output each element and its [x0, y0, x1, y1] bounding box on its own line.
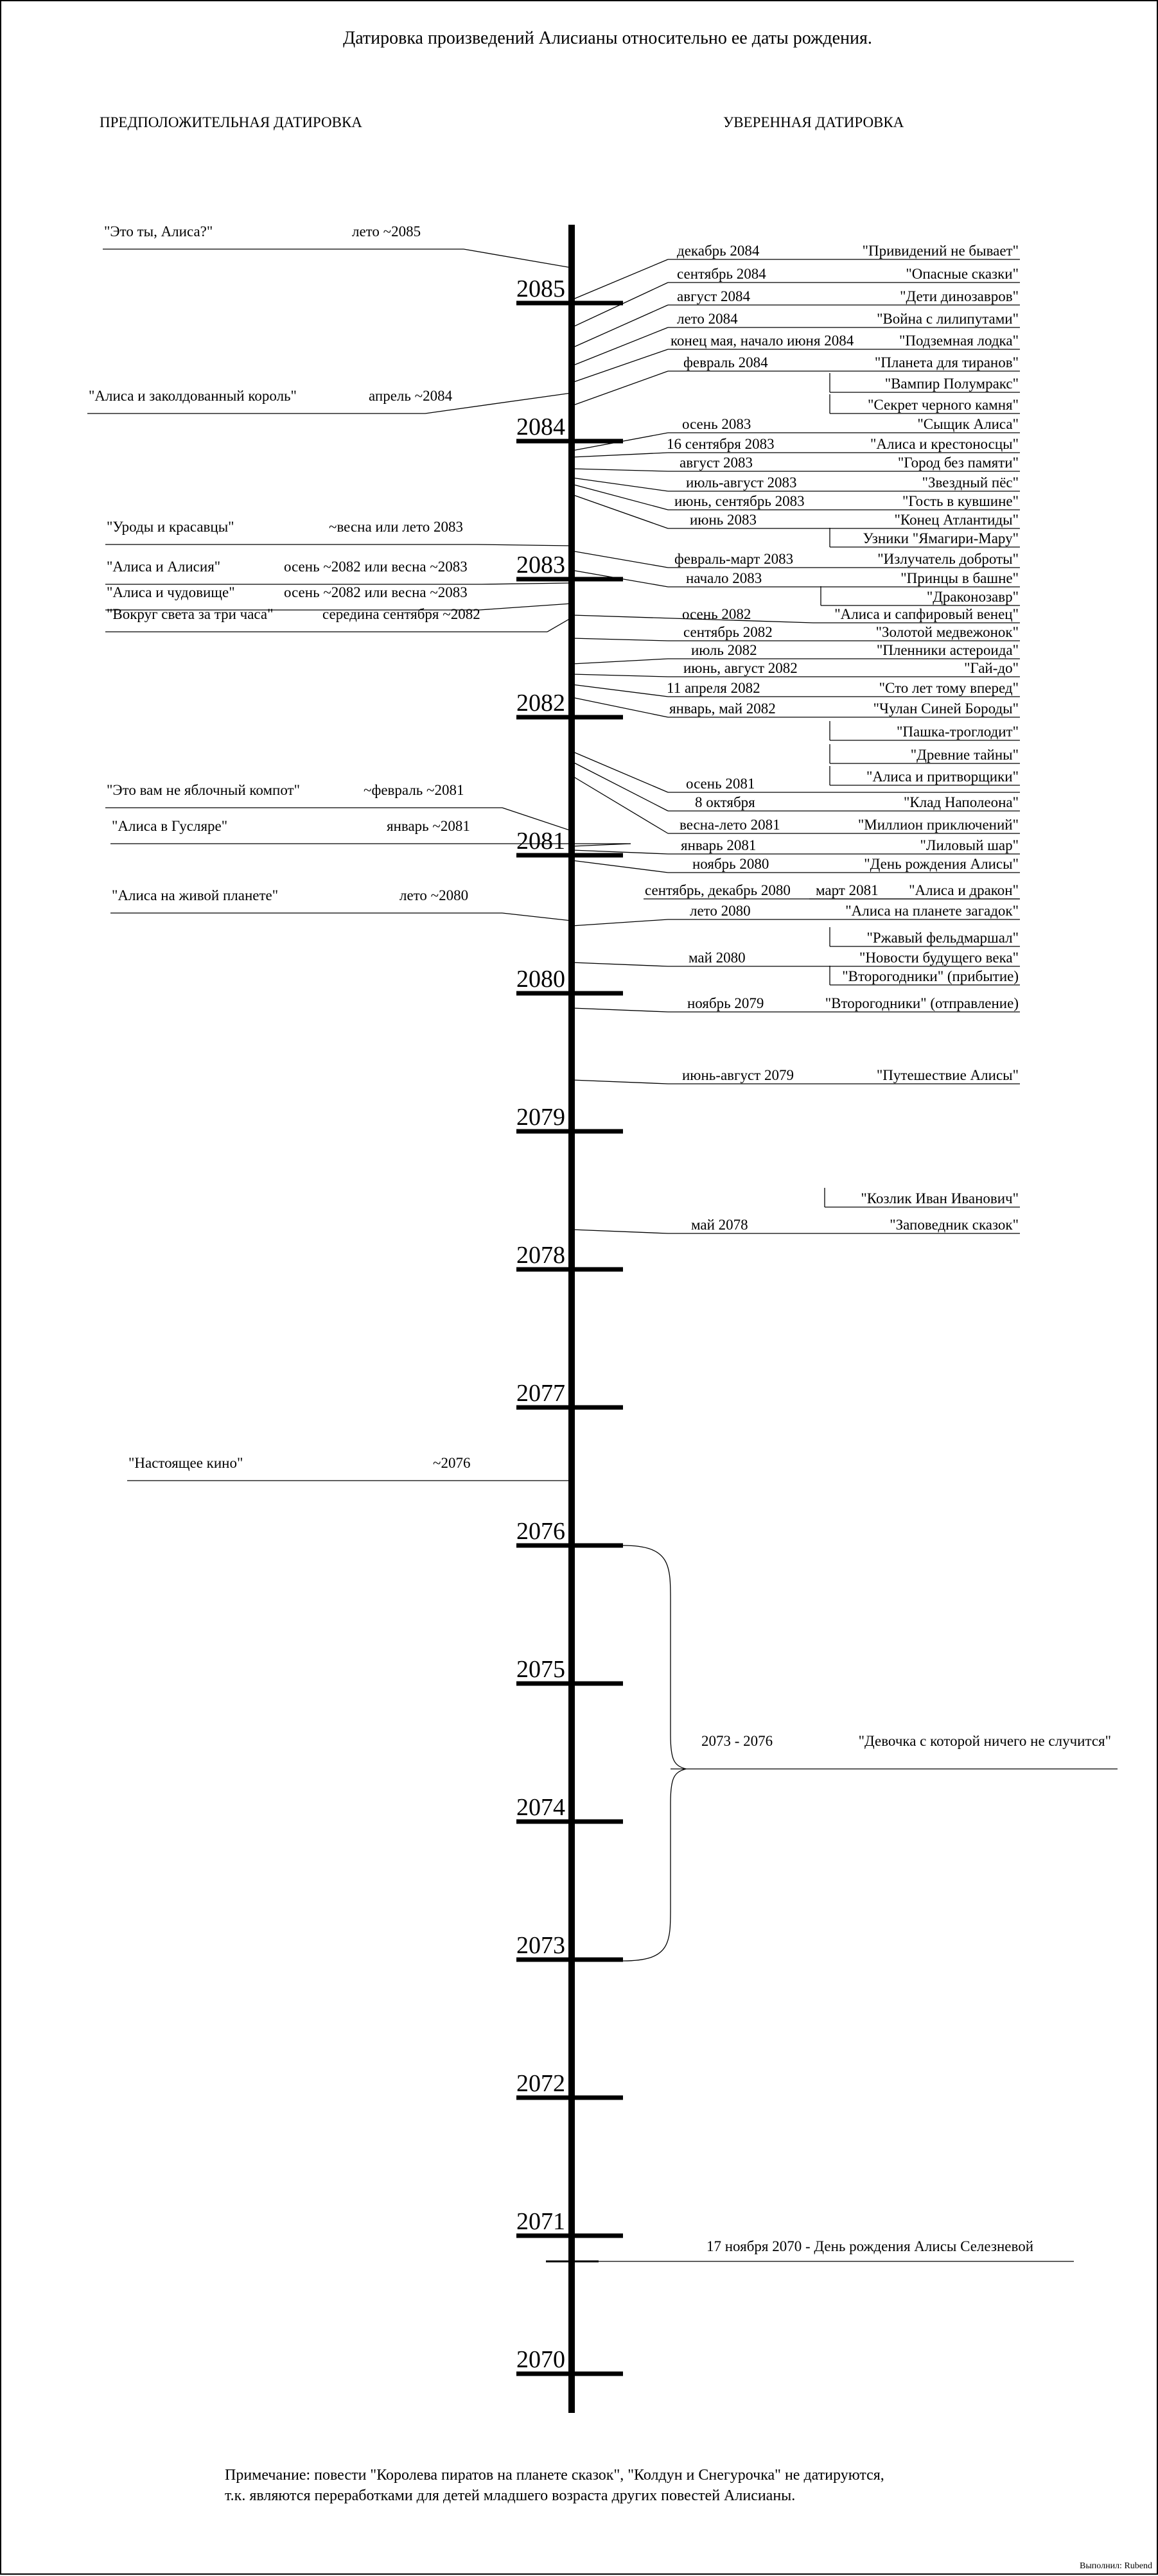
- confident-date: февраль-март 2083: [674, 551, 794, 567]
- confident-connector: [572, 919, 668, 926]
- presumed-connector: [482, 583, 572, 584]
- presumed-title: "Алиса и Алисия": [107, 559, 221, 575]
- confident-title: "Алиса и дракон": [909, 882, 1019, 898]
- confident-title: "Алиса и крестоносцы": [870, 436, 1019, 452]
- confident-connector: [572, 305, 668, 348]
- confident-title: "Вампир Полумракс": [884, 376, 1019, 392]
- confident-connector: [572, 962, 668, 966]
- confident-connector: [572, 674, 668, 677]
- confident-title: "Алиса и сапфировый венец": [834, 606, 1019, 622]
- presumed-date: январь ~2081: [387, 818, 470, 834]
- year-label: 2073: [516, 1932, 565, 1959]
- confident-connector: [572, 551, 668, 568]
- diagram-title: Датировка произведений Алисианы относительно ее даты рождения.: [343, 28, 872, 48]
- confident-connector: [572, 776, 668, 833]
- presumed-date: осень ~2082 или весна ~2083: [284, 584, 468, 600]
- note-line-2: т.к. являются переработками для детей младшего возраста других повестей Алисианы.: [225, 2487, 796, 2504]
- confident-connector: [572, 371, 668, 406]
- confident-connector: [572, 1080, 668, 1084]
- confident-connector: [572, 1008, 668, 1012]
- presumed-connector: [502, 913, 572, 921]
- year-label: 2081: [516, 828, 565, 855]
- confident-title: "Драконозавр": [926, 589, 1019, 605]
- confident-date: июнь 2083: [690, 512, 757, 528]
- presumed-date: ~февраль ~2081: [364, 782, 464, 798]
- confident-date: весна-лето 2081: [680, 817, 780, 833]
- presumed-title: "Это ты, Алиса?": [104, 223, 213, 239]
- year-label: 2077: [516, 1380, 565, 1407]
- confident-title: "Второгодники" (отправление): [825, 995, 1019, 1011]
- confident-date: конец мая, начало июня 2084: [671, 333, 854, 349]
- confident-title: "Война с лилипутами": [877, 311, 1019, 327]
- year-label: 2079: [516, 1104, 565, 1131]
- year-label: 2078: [516, 1242, 565, 1269]
- confident-title: "Дети динозавров": [900, 288, 1019, 304]
- confident-date: ноябрь 2079: [687, 995, 764, 1011]
- confident-date: осень 2082: [682, 606, 751, 622]
- confident-connector: [572, 259, 668, 300]
- confident-title: "Алиса и притворщики": [866, 769, 1019, 785]
- presumed-date: лето ~2080: [399, 887, 469, 903]
- confident-title: "Пашка-троглодит": [897, 724, 1019, 740]
- confident-date: осень 2081: [686, 776, 755, 792]
- confident-title: "Клад Наполеона": [904, 794, 1019, 810]
- confident-title: "День рождения Алисы": [864, 856, 1019, 872]
- presumed-date: лето ~2085: [352, 223, 421, 239]
- bracket-2073-2076: [623, 1545, 686, 1961]
- confident-title: "Опасные сказки": [906, 266, 1019, 282]
- confident-title: "Алиса на планете загадок": [845, 903, 1019, 919]
- presumed-title: "Настоящее кино": [128, 1455, 243, 1471]
- presumed-connector: [547, 618, 572, 632]
- confident-date: май 2080: [689, 950, 746, 966]
- confident-title: "Второгодники" (прибытие): [842, 968, 1019, 984]
- note-line-1: Примечание: повести "Королева пиратов на планете сказок", "Колдун и Снегурочка" не датируются,: [225, 2467, 884, 2484]
- birth-label: 17 ноября 2070 - День рождения Алисы Селезневой: [706, 2238, 1034, 2254]
- confident-title: "Путешествие Алисы": [876, 1067, 1019, 1083]
- confident-connector: [572, 453, 668, 457]
- confident-title: "Сыщик Алиса": [917, 416, 1019, 432]
- year-label: 2083: [516, 552, 565, 579]
- year-label: 2075: [516, 1656, 565, 1683]
- signature: Выполнил: Rubend: [1080, 2561, 1152, 2571]
- confident-date: лето 2084: [677, 311, 738, 327]
- confident-title: "Конец Атлантиды": [894, 512, 1019, 528]
- confident-connector: [572, 484, 668, 510]
- confident-date: сентябрь, декабрь 2080: [645, 882, 791, 898]
- presumed-title: "Алиса и заколдованный король": [89, 388, 297, 404]
- confident-date: декабрь 2084: [677, 243, 760, 259]
- year-label: 2074: [516, 1794, 565, 1821]
- presumed-title: "Алиса в Гусляре": [112, 818, 228, 834]
- confident-date: 16 сентября 2083: [667, 436, 775, 452]
- confident-title: "Принцы в башне": [900, 570, 1019, 586]
- confident-title: "Подземная лодка": [899, 333, 1019, 349]
- confident-date: август 2084: [677, 288, 751, 304]
- confident-date: ноябрь 2080: [692, 856, 769, 872]
- confident-title: "Ржавый фельдмаршал": [866, 930, 1019, 946]
- confident-connector: [572, 638, 668, 641]
- confident-date: сентябрь 2082: [683, 624, 773, 640]
- confident-title: "Заповедник сказок": [890, 1217, 1019, 1233]
- confident-connector: [572, 1230, 668, 1233]
- confident-title: "Звездный пёс": [922, 474, 1019, 491]
- year-label: 2071: [516, 2208, 565, 2235]
- year-label: 2084: [516, 413, 565, 440]
- confident-connector: [572, 349, 668, 383]
- confident-connector: [572, 860, 668, 873]
- header-presumed: ПРЕДПОЛОЖИТЕЛЬНАЯ ДАТИРОВКА: [100, 114, 362, 130]
- presumed-title: "Это вам не яблочный компот": [107, 782, 300, 798]
- header-confident: УВЕРЕННАЯ ДАТИРОВКА: [723, 114, 904, 130]
- confident-date: март 2081: [816, 882, 879, 898]
- confident-title: "Секрет черного камня": [868, 397, 1019, 413]
- confident-title: "Миллион приключений": [857, 817, 1019, 833]
- confident-title: "Козлик Иван Иванович": [861, 1190, 1019, 1206]
- confident-title: "Сто лет тому вперед": [879, 680, 1019, 696]
- year-label: 2072: [516, 2070, 565, 2097]
- confident-title: "Излучатель доброты": [877, 551, 1019, 567]
- confident-connector: [572, 494, 668, 528]
- bracket-date: 2073 - 2076: [701, 1733, 773, 1749]
- confident-title: "Планета для тиранов": [874, 354, 1019, 370]
- confident-title: "Гай-до": [964, 660, 1019, 676]
- presumed-title: "Алиса на живой планете": [112, 887, 279, 903]
- presumed-connector: [479, 604, 572, 610]
- confident-title: "Пленники астероида": [876, 642, 1019, 658]
- confident-date: осень 2083: [682, 416, 751, 432]
- timeline-diagram: [1, 1, 1158, 2576]
- confident-date: сентябрь 2084: [677, 266, 766, 282]
- confident-date: 8 октября: [695, 794, 755, 810]
- confident-date: январь 2081: [681, 837, 757, 853]
- confident-date: май 2078: [691, 1217, 748, 1233]
- confident-connector: [572, 697, 668, 717]
- confident-title: "Город без памяти": [897, 455, 1019, 471]
- confident-connector: [572, 684, 668, 697]
- year-label: 2082: [516, 690, 565, 717]
- confident-title: "Новости будущего века": [859, 950, 1019, 966]
- confident-date: 11 апреля 2082: [667, 680, 760, 696]
- presumed-date: осень ~2082 или весна ~2083: [284, 559, 468, 575]
- presumed-title: "Уроды и красавцы": [107, 519, 234, 535]
- presumed-date: ~2076: [433, 1455, 471, 1471]
- presumed-title: "Вокруг света за три часа": [107, 606, 274, 622]
- confident-connector: [572, 469, 668, 471]
- confident-date: лето 2080: [690, 903, 751, 919]
- confident-date: август 2083: [680, 455, 753, 471]
- presumed-connector: [464, 249, 572, 268]
- presumed-date: середина сентября ~2082: [322, 606, 480, 622]
- confident-date: январь, май 2082: [669, 701, 776, 717]
- confident-date: февраль 2084: [683, 354, 768, 370]
- bracket-title: "Девочка с которой ничего не случится": [858, 1733, 1111, 1749]
- confident-title: "Чулан Синей Бороды": [873, 701, 1019, 717]
- confident-title: "Золотой медвежонок": [875, 624, 1019, 640]
- confident-date: июль-август 2083: [686, 474, 797, 491]
- confident-connector: [572, 327, 668, 366]
- confident-title: "Лиловый шар": [920, 837, 1019, 853]
- year-label: 2080: [516, 966, 565, 993]
- presumed-date: апрель ~2084: [369, 388, 453, 404]
- presumed-connector: [477, 544, 572, 546]
- year-label: 2070: [516, 2346, 565, 2373]
- confident-connector: [572, 659, 668, 664]
- confident-date: июль 2082: [691, 642, 757, 658]
- year-label: 2085: [516, 275, 565, 302]
- presumed-date: ~весна или лето 2083: [329, 519, 463, 535]
- confident-title: "Древние тайны": [910, 747, 1019, 763]
- confident-date: июнь-август 2079: [682, 1067, 794, 1083]
- confident-date: июнь, август 2082: [683, 660, 798, 676]
- confident-title: Узники "Ямагири-Мару": [863, 530, 1019, 546]
- confident-date: июнь, сентябрь 2083: [674, 493, 805, 509]
- year-label: 2076: [516, 1518, 565, 1545]
- confident-connector: [572, 478, 668, 491]
- confident-title: "Гость в кувшине": [902, 493, 1019, 509]
- confident-date: начало 2083: [686, 570, 762, 586]
- presumed-title: "Алиса и чудовище": [107, 584, 235, 600]
- confident-title: "Привидений не бывает": [862, 243, 1019, 259]
